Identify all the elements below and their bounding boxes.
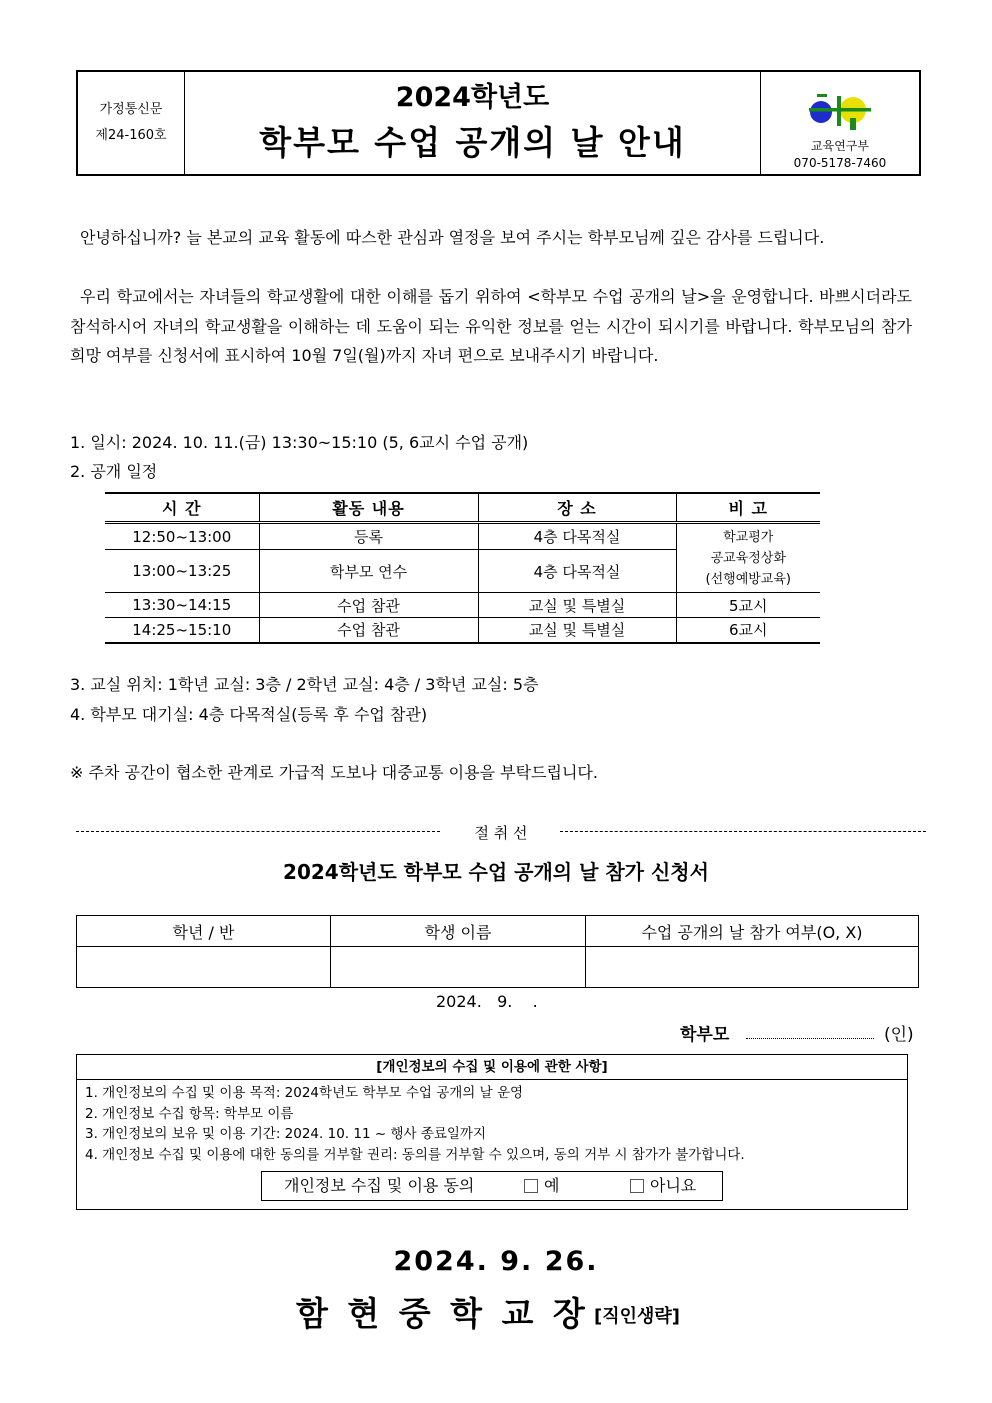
col-grade-class: 학년 / 반	[77, 916, 331, 947]
consent-box	[261, 1171, 723, 1201]
cell-place: 교실 및 특별실	[478, 593, 676, 618]
parent-label: 학부모	[680, 1025, 730, 1045]
table-header-row	[105, 493, 820, 523]
item-waiting-room: 4. 학부모 대기실: 4층 다목적실(등록 후 수업 참관)	[70, 705, 428, 724]
schedule-table	[105, 492, 820, 644]
list-item: 2. 개인정보 수집 항목: 학부모 이름	[85, 1105, 294, 1122]
school-logo-icon	[807, 88, 873, 132]
cell-activity: 수업 참관	[259, 593, 478, 618]
item-date: 1. 일시: 2024. 10. 11.(금) 13:30~15:10 (5, 6교시 수업 공개)	[70, 433, 529, 452]
table-row	[77, 947, 919, 988]
checkbox-no[interactable]	[630, 1179, 644, 1193]
dept-phone: 070-5178-7460	[793, 156, 887, 170]
parking-notice: ※ 주차 공간이 협소한 관계로 가급적 도보나 대중교통 이용을 부탁드립니다.	[70, 763, 598, 782]
dept-name: 교육연구부	[811, 139, 869, 153]
doc-number: 제24-160호	[95, 128, 167, 143]
issue-date: 2024. 9. 26.	[393, 1246, 599, 1277]
dept-info	[761, 72, 919, 174]
cell-place: 교실 및 특별실	[478, 618, 676, 643]
consent-no-label: 아니요	[650, 1176, 697, 1195]
cell-time: 12:50~13:00	[105, 523, 259, 550]
table-row	[105, 593, 820, 618]
cell-activity: 학부모 연수	[259, 550, 478, 593]
table-header-row	[77, 916, 919, 947]
list-item: 1. 개인정보의 수집 및 이용 목적: 2024학년도 학부모 수업 공개의 날 운영	[85, 1085, 524, 1101]
table-row	[105, 523, 820, 550]
col-attendance: 수업 공개의 날 참가 여부(O, X)	[586, 916, 919, 947]
parent-signature-line[interactable]	[746, 1038, 874, 1039]
cell-place: 4층 다목적실	[478, 550, 676, 593]
cell-note-merged	[676, 523, 820, 593]
seal-mark: (인)	[884, 1025, 914, 1045]
table-row	[105, 618, 820, 643]
cell-place: 4층 다목적실	[478, 523, 676, 550]
consent-no-option[interactable]	[630, 1172, 696, 1200]
cell-time: 13:30~14:15	[105, 593, 259, 618]
privacy-title: [개인정보의 수집 및 이용에 관한 사항]	[77, 1055, 907, 1080]
application-table	[76, 915, 919, 988]
note-line: 공교육정상화	[710, 550, 786, 566]
cell-activity: 수업 참관	[259, 618, 478, 643]
consent-label: 개인정보 수집 및 이용 동의	[284, 1176, 475, 1195]
cell-time: 13:00~13:25	[105, 550, 259, 593]
intro-paragraph-1: 안녕하십니까? 늘 본교의 교육 활동에 따스한 관심과 열정을 보여 주시는 학부모님께 깊은 감사를 드립니다.	[80, 228, 825, 247]
item-schedule-heading: 2. 공개 일정	[70, 462, 158, 481]
cell-note: 5교시	[676, 593, 820, 618]
list-item: 3. 개인정보의 보유 및 이용 기간: 2024. 10. 11 ~ 행사 종료일까지	[85, 1126, 487, 1142]
cell-note: 6교시	[676, 618, 820, 643]
cell-time: 14:25~15:10	[105, 618, 259, 643]
consent-yes-option[interactable]	[524, 1172, 630, 1200]
doc-title-block	[185, 72, 761, 174]
privacy-list	[77, 1080, 907, 1165]
attendance-field[interactable]	[586, 947, 919, 988]
note-line: 학교평가	[723, 529, 774, 545]
col-activity: 활동 내용	[259, 493, 478, 523]
document-header	[76, 70, 921, 176]
seal-omitted-note: [직인생략]	[594, 1306, 681, 1327]
col-place: 장 소	[478, 493, 676, 523]
application-date: 2024. 9. .	[436, 992, 538, 1011]
note-line: (선행예방교육)	[705, 571, 791, 587]
title-year: 2024학년도	[395, 82, 550, 113]
checkbox-yes[interactable]	[524, 1179, 538, 1193]
cell-activity: 등록	[259, 523, 478, 550]
grade-class-field[interactable]	[77, 947, 331, 988]
principal-name: 함 현 중 학 교 장	[296, 1294, 589, 1333]
col-student-name: 학생 이름	[331, 916, 586, 947]
doc-info	[78, 72, 185, 174]
item-classroom-location: 3. 교실 위치: 1학년 교실: 3층 / 2학년 교실: 4층 / 3학년 교실: 5층	[70, 675, 539, 694]
col-time: 시 간	[105, 493, 259, 523]
privacy-box	[76, 1054, 908, 1210]
cut-line-left	[76, 831, 440, 832]
list-item: 4. 개인정보 수집 및 이용에 대한 동의를 거부할 권리: 동의를 거부할 수 있으며, 동의 거부 시 참가가 불가합니다.	[85, 1146, 745, 1163]
application-title: 2024학년도 학부모 수업 공개의 날 참가 신청서	[283, 860, 709, 884]
page-title: 학부모 수업 공개의 날 안내	[259, 123, 686, 162]
cut-line-right	[560, 831, 926, 832]
consent-yes-label: 예	[544, 1176, 560, 1195]
student-name-field[interactable]	[331, 947, 586, 988]
col-note: 비 고	[676, 493, 820, 523]
doc-type: 가정통신문	[99, 102, 163, 117]
cut-line-label: 절 취 선	[474, 824, 528, 842]
intro-paragraph-2: 우리 학교에서는 자녀들의 학교생활에 대한 이해를 돕기 위하여 <학부모 수업 공개의 날>을 운영합니다. 바쁘시더라도 참석하시어 자녀의 학교생활을 이해하는 데 도움이 되는 유익한 정보를 얻는 시간이 되시기를 바랍니다. 학부모님의 참가 희망 여부를 신청서에 표시하여 10월 7일(월)까지 자녀 편으로 보내주시기 바랍니다.	[70, 287, 912, 365]
